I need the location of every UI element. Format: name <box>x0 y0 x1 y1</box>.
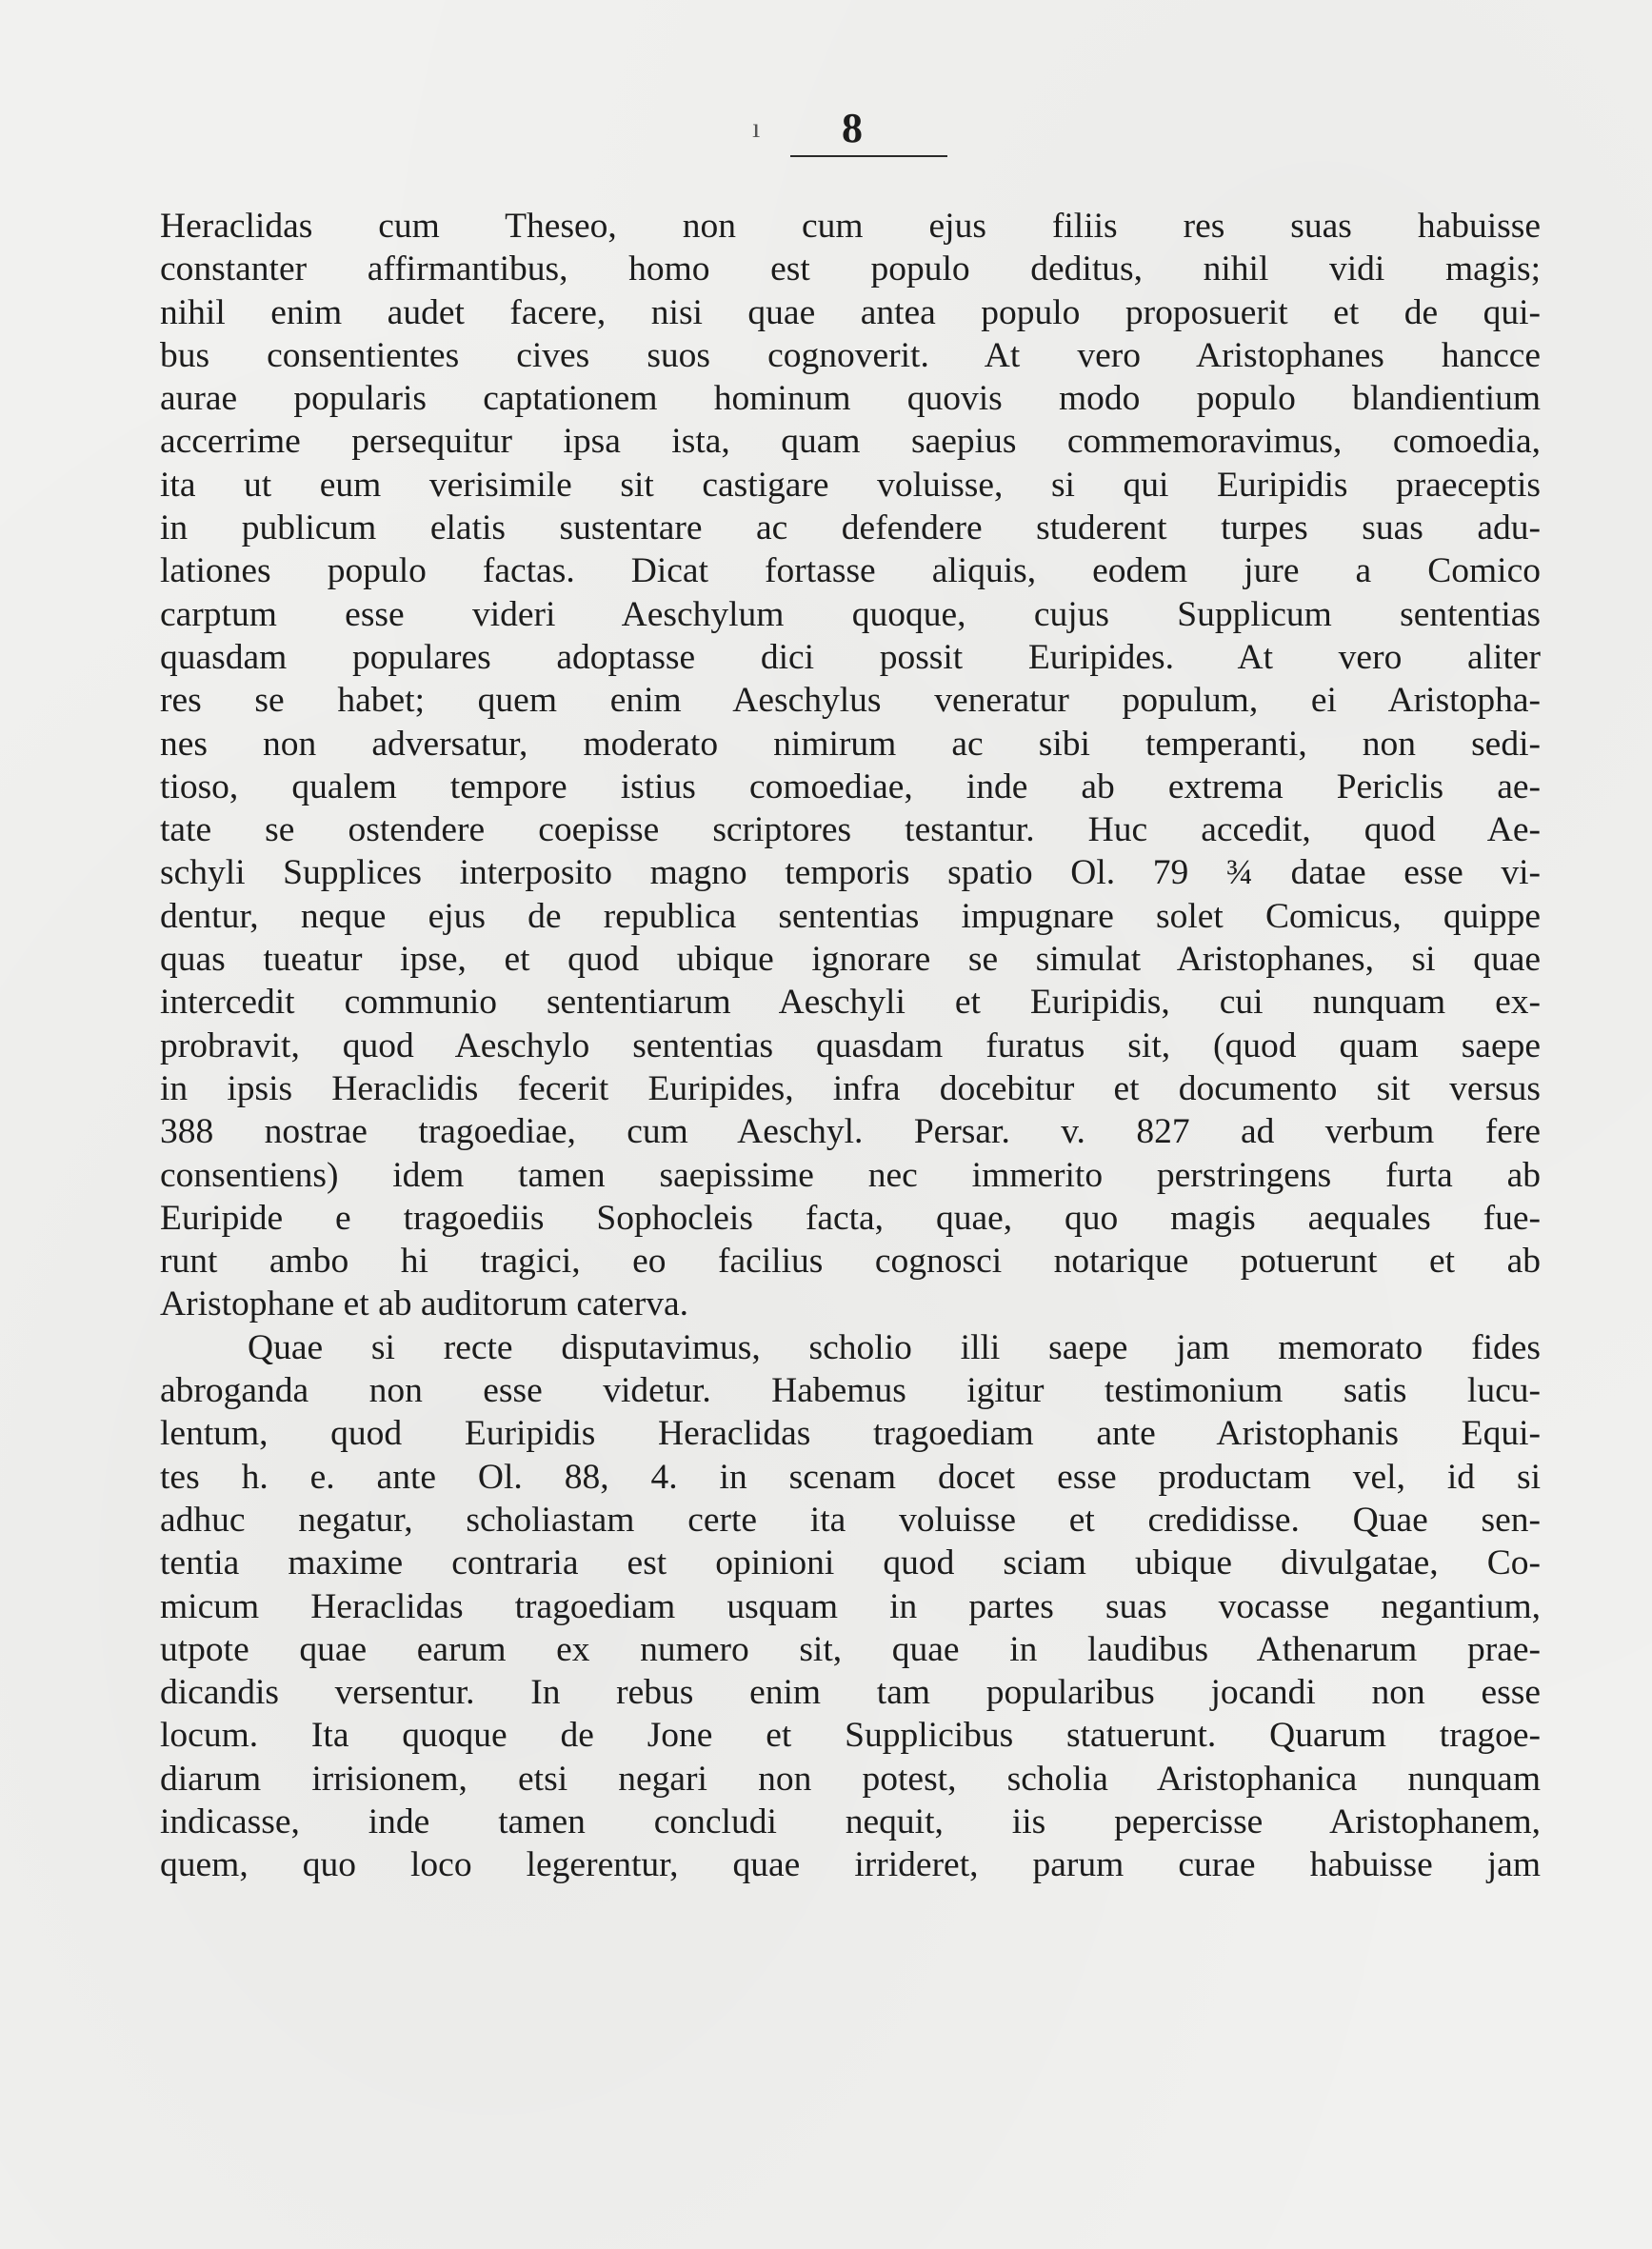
body-text <box>160 205 1541 1887</box>
text-line: lationes populo factas. Dicat fortasse aliquis, eodem jure a Comico <box>160 551 1541 591</box>
text-line: ita ut eum verisimile sit castigare voluisse, si qui Euripidis praeceptis <box>160 465 1541 505</box>
text-line: in publicum elatis sustentare ac defendere studerent turpes suas adu- <box>160 508 1541 548</box>
text-line: tes h. e. ante Ol. 88, 4. in scenam docet esse productam vel, id si <box>160 1457 1541 1497</box>
text-line: lentum, quod Euripidis Heraclidas tragoediam ante Aristophanis Equi- <box>160 1414 1541 1454</box>
text-line: carptum esse videri Aeschylum quoque, cujus Supplicum sententias <box>160 594 1541 634</box>
running-head <box>752 100 952 157</box>
paragraph-1 <box>160 205 1541 1326</box>
text-line: diarum irrisionem, etsi negari non potest, scholia Aristophanica nunquam <box>160 1759 1541 1799</box>
text-line: bus consentientes cives suos cognoverit. At vero Aristophanes hancce <box>160 335 1541 375</box>
text-line: tentia maxime contraria est opinioni quod sciam ubique divulgatae, Co- <box>160 1543 1541 1583</box>
page-number: 8 <box>842 105 863 151</box>
text-line: Euripide e tragoediis Sophocleis facta, quae, quo magis aequales fue- <box>160 1198 1541 1238</box>
text-line: dentur, neque ejus de republica sententias impugnare solet Comicus, quippe <box>160 896 1541 936</box>
text-line: accerrime persequitur ipsa ista, quam saepius commemoravimus, comoedia, <box>160 422 1541 462</box>
text-line: 388 nostrae tragoediae, cum Aeschyl. Persar. v. 827 ad verbum fere <box>160 1112 1541 1152</box>
paragraphs <box>160 205 1541 1887</box>
text-line: runt ambo hi tragici, eo facilius cognosci notarique potuerunt et ab <box>160 1242 1541 1282</box>
text-line: probravit, quod Aeschylo sententias quasdam furatus sit, (quod quam saepe <box>160 1025 1541 1065</box>
text-line: Quae si recte disputavimus, scholio illi saepe jam memorato fides <box>248 1327 1541 1367</box>
text-line: quem, quo loco legerentur, quae irrideret, parum curae habuisse jam <box>160 1845 1541 1885</box>
text-line: res se habet; quem enim Aeschylus veneratur populum, ei Aristopha- <box>160 681 1541 721</box>
text-line: in ipsis Heraclidis fecerit Euripides, infra docebitur et documento sit versus <box>160 1068 1541 1108</box>
text-line: nihil enim audet facere, nisi quae antea populo proposuerit et de qui- <box>160 292 1541 332</box>
text-line: micum Heraclidas tragoediam usquam in partes suas vocasse negantium, <box>160 1586 1541 1626</box>
text-line: quas tueatur ipse, et quod ubique ignorare se simulat Aristophanes, si quae <box>160 940 1541 980</box>
text-line: locum. Ita quoque de Jone et Supplicibus statuerunt. Quarum tragoe- <box>160 1716 1541 1756</box>
text-line: tate se ostendere coepisse scriptores testantur. Huc accedit, quod Ae- <box>160 810 1541 850</box>
text-line: adhuc negatur, scholiastam certe ita voluisse et credidisse. Quae sen- <box>160 1500 1541 1540</box>
text-line: quasdam populares adoptasse dici possit Euripides. At vero aliter <box>160 637 1541 677</box>
text-line: intercedit communio sententiarum Aeschyli et Euripidis, cui nunquam ex- <box>160 983 1541 1023</box>
text-line: tioso, qualem tempore istius comoediae, inde ab extrema Periclis ae- <box>160 766 1541 806</box>
text-line: utpote quae earum ex numero sit, quae in laudibus Athenarum prae- <box>160 1629 1541 1669</box>
text-line: Heraclidas cum Theseo, non cum ejus filiis res suas habuisse <box>160 207 1541 246</box>
text-line: Aristophane et ab auditorum caterva. <box>160 1284 688 1324</box>
text-line: aurae popularis captationem hominum quovis modo populo blandientium <box>160 379 1541 419</box>
running-head-rule <box>790 155 947 157</box>
text-line: abroganda non esse videtur. Habemus igitur testimonium satis lucu- <box>160 1371 1541 1411</box>
text-line: dicandis versentur. In rebus enim tam popularibus jocandi non esse <box>160 1673 1541 1713</box>
text-line: constanter affirmantibus, homo est populo deditus, nihil vidi magis; <box>160 249 1541 289</box>
text-line: consentiens) idem tamen saepissime nec immerito perstringens furta ab <box>160 1155 1541 1195</box>
running-head-mark: ı <box>752 112 761 144</box>
text-line: nes non adversatur, moderato nimirum ac sibi temperanti, non sedi- <box>160 724 1541 764</box>
text-line: schyli Supplices interposito magno temporis spatio Ol. 79 ¾ datae esse vi- <box>160 853 1541 893</box>
text-line: indicasse, inde tamen concludi nequit, iis pepercisse Aristophanem, <box>160 1801 1541 1841</box>
paragraph-2 <box>160 1326 1541 1887</box>
